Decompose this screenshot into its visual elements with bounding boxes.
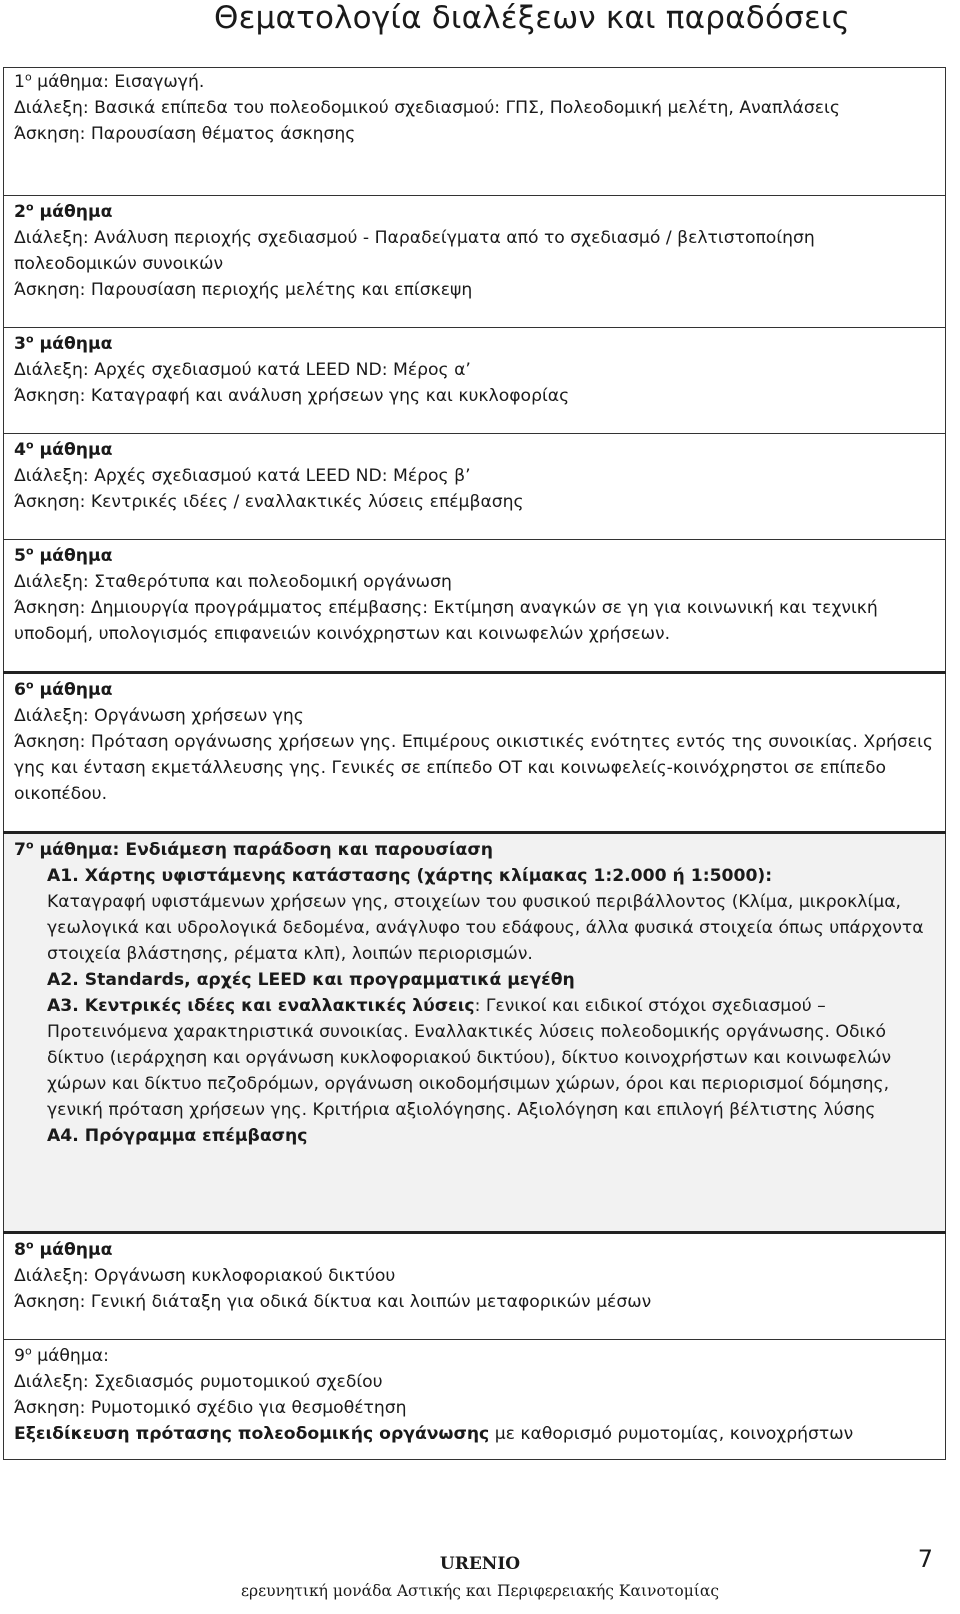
- lesson-6-exercise: Άσκηση: Πρόταση οργάνωσης χρήσεων γης. Επιμέρους οικιστικές ενότητες εντός της συνοικίας. Χρήσεις γης και ένταση εκμετάλλευσης γης. Γενικές σε επίπεδο ΟΤ και κοινωφελείς-κοινόχρηστοι σε επίπεδο οικοπέδου.: [14, 732, 933, 804]
- lesson-table: [3, 67, 946, 1460]
- lesson-row-1: [4, 68, 946, 196]
- deliverable-a4: Α4. Πρόγραμμα επέμβασης: [47, 1126, 308, 1146]
- lesson-row-9: [4, 1340, 946, 1460]
- lesson-6-heading: $6^o$ μάθημα: [14, 678, 113, 700]
- page-number: 7: [917, 1545, 933, 1573]
- lesson-1-exercise: Άσκηση: Παρουσίαση θέματος άσκησης: [14, 124, 356, 144]
- lesson-3-heading: $3^o$ μάθημα: [14, 332, 113, 354]
- lesson-row-4: [4, 434, 946, 540]
- lesson-8-heading: $8^o$ μάθημα: [14, 1238, 113, 1260]
- lesson-9-heading: $9^o$ μάθημα:: [14, 1344, 109, 1366]
- lesson-4-lecture: Διάλεξη: Αρχές σχεδιασμού κατά LEED ND: Μέρος β’: [14, 466, 471, 486]
- footer-organization: URENIO: [439, 1554, 521, 1574]
- lesson-2-exercise: Άσκηση: Παρουσίαση περιοχής μελέτης και επίσκεψη: [14, 280, 473, 300]
- lesson-9-lecture: Διάλεξη: Σχεδιασμός ρυμοτομικού σχεδίου: [14, 1372, 383, 1392]
- lesson-4-exercise: Άσκηση: Κεντρικές ιδέες / εναλλακτικές λύσεις επέμβασης: [14, 492, 524, 512]
- lesson-2-lecture: Διάλεξη: Ανάλυση περιοχής σχεδιασμού - Παραδείγματα από το σχεδιασμό / βελτιστοποίηση πολεοδομικών συνοικών: [14, 228, 815, 274]
- lesson-row-8: [4, 1233, 946, 1340]
- deliverable-a3: Α3. Κεντρικές ιδέες και εναλλακτικές λύσεις: Γενικοί και ειδικοί στόχοι σχεδιασμού – Προτεινόμενα χαρακτηριστικά συνοικίας. Εναλλακτικές λύσεις πολεοδομικής οργάνωσης. Οδικό δίκτυο (ιεράρχηση και οργάνωση κυκλοφοριακού δικτύου), δίκτυο κοινοχρήστων και κοινωφελών χώρων και δίκτυο πεζοδρόμων, οργάνωση οικοδομήσιμων χώρων, όροι και περιορισμοί δόμησης, γενική πρόταση χρήσεων γης. Κριτήρια αξιολόγησης. Αξιολόγηση και επιλογή βέλτιστης λύσης: [47, 996, 892, 1120]
- lesson-2-heading: $2^o$ μάθημα: [14, 200, 113, 222]
- lesson-row-7: [4, 833, 946, 1233]
- lesson-3-lecture: Διάλεξη: Αρχές σχεδιασμού κατά LEED ND: Μέρος α’: [14, 360, 471, 380]
- lesson-row-3: [4, 328, 946, 434]
- lesson-row-2: [4, 196, 946, 328]
- lesson-5-lecture: Διάλεξη: Σταθερότυπα και πολεοδομική οργάνωση: [14, 572, 452, 592]
- lesson-6-lecture: Διάλεξη: Οργάνωση χρήσεων γης: [14, 706, 304, 726]
- deliverable-a2: Α2. Standards, αρχές LEED και προγραμματικά μεγέθη: [47, 970, 575, 990]
- lesson-9-specification: Εξειδίκευση πρότασης πολεοδομικής οργάνωσης με καθορισμό ρυμοτομίας, κοινοχρήστων: [14, 1424, 854, 1444]
- lesson-4-heading: $4^o$ μάθημα: [14, 438, 113, 460]
- lesson-9-exercise: Άσκηση: Ρυμοτομικό σχέδιο για θεσμοθέτηση: [14, 1398, 407, 1418]
- lesson-1-lecture: Διάλεξη: Βασικά επίπεδα του πολεοδομικού σχεδιασμού: ΓΠΣ, Πολεοδομική μελέτη, Αναπλάσεις: [14, 98, 840, 118]
- lesson-1-heading: $1^o$ μάθημα: Εισαγωγή.: [14, 70, 205, 92]
- deliverable-a1: Α1. Χάρτης υφιστάμενης κατάστασης (χάρτης κλίμακας 1:2.000 ή 1:5000): Καταγραφή υφιστάμενων χρήσεων γης, στοιχείων του φυσικού περιβάλλοντος (Κλίμα, μικροκλίμα, γεωλογικά και υδρολογικά δεδομένα, ανάγλυφο του εδάφους, άλλα φυσικά στοιχεία όπως υπάρχοντα στοιχεία βλάστησης, ρέματα κλπ), λοιπών περιορισμών.: [47, 866, 924, 964]
- lesson-5-exercise: Άσκηση: Δημιουργία προγράμματος επέμβασης: Εκτίμηση αναγκών σε γη για κοινωνική και τεχνική υποδομή, υπολογισμός επιφανειών κοινόχρηστων και κοινωφελών χρήσεων.: [14, 598, 878, 644]
- lesson-row-5: [4, 540, 946, 673]
- page-title: Θεματολογία διαλέξεων και παραδόσεις: [213, 0, 851, 36]
- lesson-3-exercise: Άσκηση: Καταγραφή και ανάλυση χρήσεων γης και κυκλοφορίας: [14, 386, 570, 406]
- lesson-7-heading: $7^o$ μάθημα: Ενδιάμεση παράδοση και παρουσίαση: [14, 838, 493, 860]
- lesson-row-6: [4, 673, 946, 833]
- lesson-8-exercise: Άσκηση: Γενική διάταξη για οδικά δίκτυα και λοιπών μεταφορικών μέσων: [14, 1292, 652, 1312]
- lesson-8-lecture: Διάλεξη: Οργάνωση κυκλοφοριακού δικτύου: [14, 1266, 396, 1286]
- footer-unit-name: ερευνητική μονάδα Αστικής και Περιφερειακής Καινοτομίας: [240, 1582, 720, 1600]
- lesson-5-heading: $5^o$ μάθημα: [14, 544, 113, 566]
